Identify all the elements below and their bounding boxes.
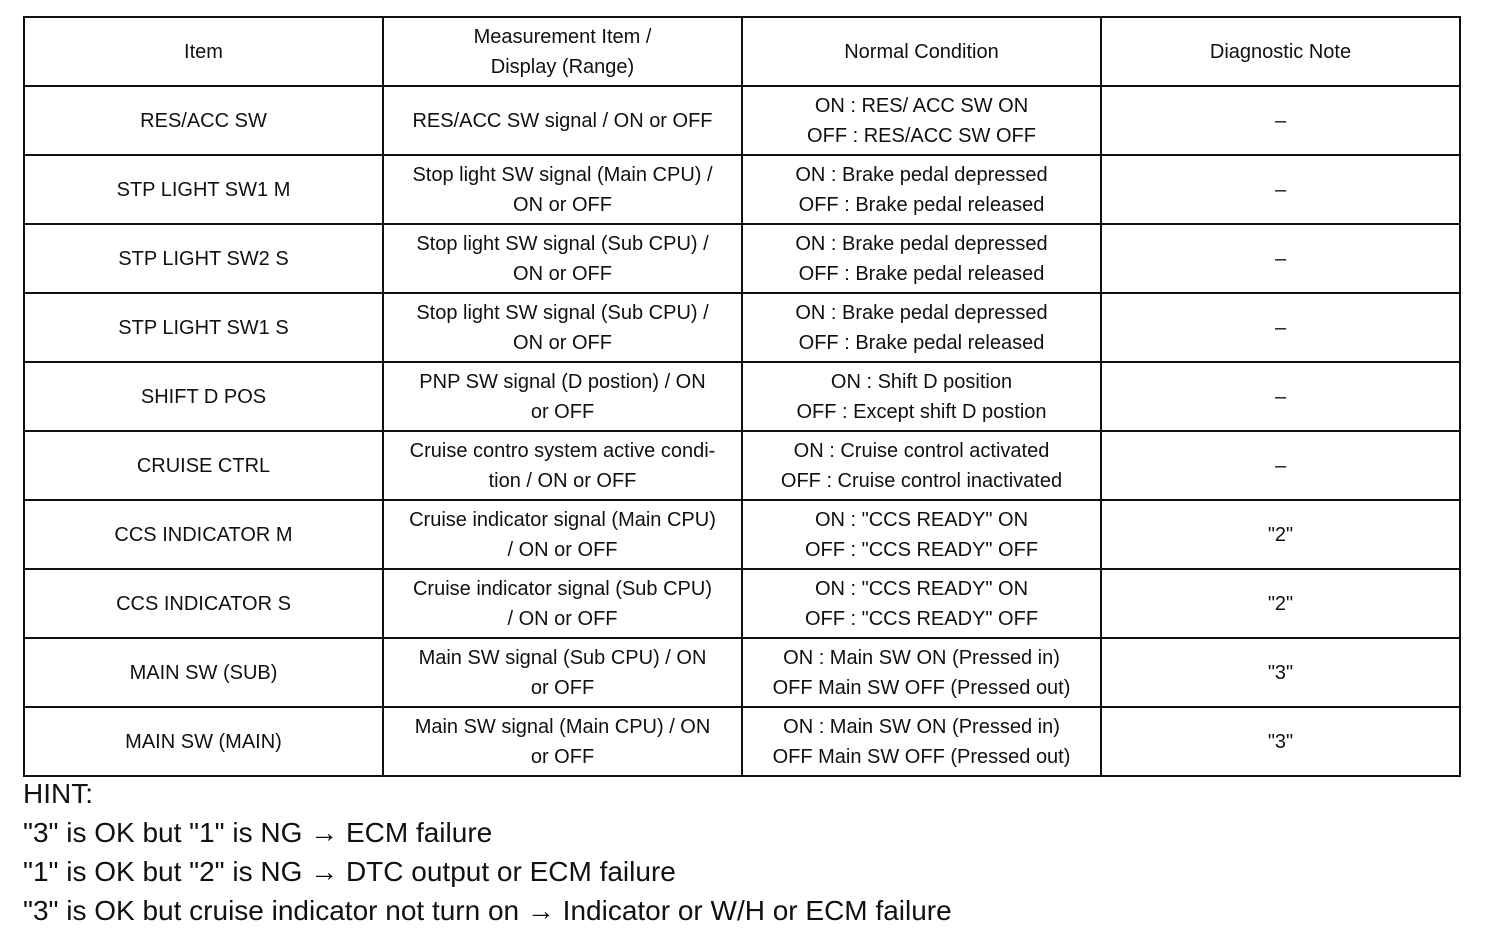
header-measurement <box>383 17 742 86</box>
measurement-cell <box>383 431 742 500</box>
normal-condition-line: OFF : Brake pedal released <box>798 193 1045 216</box>
normal-condition-line: OFF : "CCS READY" OFF <box>804 607 1039 630</box>
measurement-line: Main SW signal (Main CPU) / ON <box>414 715 711 738</box>
measurement-line: ON or OFF <box>513 331 612 354</box>
item-name: SHIFT D POS <box>140 385 267 408</box>
normal-condition-line: ON : Main SW ON (Pressed in) <box>783 646 1060 669</box>
normal-condition-cell <box>742 362 1101 431</box>
item-cell <box>24 638 383 707</box>
measurement-cell <box>383 569 742 638</box>
table-row <box>24 293 1460 362</box>
normal-condition-cell <box>742 431 1101 500</box>
item-name: STP LIGHT SW1 M <box>116 178 291 201</box>
normal-condition-line: OFF : "CCS READY" OFF <box>804 538 1039 561</box>
normal-condition-line: ON : Cruise control activated <box>793 439 1050 462</box>
hint-line-2: "1" is OK but "2" is NG → DTC output or ECM failure <box>23 856 676 887</box>
header-diagnostic-note-label: Diagnostic Note <box>1209 40 1352 63</box>
diagnostic-note-cell <box>1101 569 1460 638</box>
measurement-line: / ON or OFF <box>507 538 618 561</box>
normal-condition-line: ON : "CCS READY" ON <box>814 577 1029 600</box>
diagnostic-note-value: – <box>1274 454 1287 477</box>
normal-condition-line: OFF Main SW OFF (Pressed out) <box>772 676 1071 699</box>
hint-line-3: "3" is OK but cruise indicator not turn on → Indicator or W/H or ECM failure <box>23 895 952 926</box>
measurement-cell <box>383 707 742 776</box>
measurement-cell <box>383 500 742 569</box>
normal-condition-line: ON : Brake pedal depressed <box>795 163 1048 186</box>
item-name: STP LIGHT SW1 S <box>118 316 289 339</box>
measurement-line: Cruise contro system active condi- <box>409 439 716 462</box>
header-item <box>24 17 383 86</box>
normal-condition-line: OFF : Brake pedal released <box>798 262 1045 285</box>
table-row <box>24 431 1460 500</box>
item-cell <box>24 431 383 500</box>
header-normal-condition <box>742 17 1101 86</box>
diagnostic-note-cell <box>1101 155 1460 224</box>
diagnostic-table-container <box>23 16 1459 777</box>
item-cell <box>24 155 383 224</box>
measurement-line: ON or OFF <box>513 262 612 285</box>
hint-section <box>23 774 1483 930</box>
normal-condition-line: ON : Main SW ON (Pressed in) <box>783 715 1060 738</box>
table-row <box>24 155 1460 224</box>
diagnostic-note-cell <box>1101 362 1460 431</box>
normal-condition-line: OFF : RES/ACC SW OFF <box>807 124 1036 147</box>
data-list-table <box>23 16 1461 777</box>
diagnostic-note-cell <box>1101 638 1460 707</box>
normal-condition-line: ON : Brake pedal depressed <box>795 301 1048 324</box>
item-cell <box>24 569 383 638</box>
diagnostic-note-value: "3" <box>1267 730 1294 753</box>
normal-condition-cell <box>742 293 1101 362</box>
measurement-line: Main SW signal (Sub CPU) / ON <box>418 646 707 669</box>
measurement-line: Stop light SW signal (Sub CPU) / <box>416 301 709 324</box>
table-row <box>24 500 1460 569</box>
measurement-line: ON or OFF <box>513 193 612 216</box>
item-name: RES/ACC SW <box>140 109 267 132</box>
table-header-row <box>24 17 1460 86</box>
measurement-line: tion / ON or OFF <box>488 469 637 492</box>
diagnostic-note-cell <box>1101 500 1460 569</box>
normal-condition-line: ON : RES/ ACC SW ON <box>814 94 1029 117</box>
item-name: MAIN SW (MAIN) <box>125 730 282 753</box>
normal-condition-line: ON : Shift D position <box>830 370 1013 393</box>
normal-condition-line: OFF : Except shift D postion <box>796 400 1047 423</box>
header-measurement-line-2: Display (Range) <box>490 55 635 78</box>
hint-line-1: "3" is OK but "1" is NG → ECM failure <box>23 817 493 848</box>
normal-condition-line: OFF : Cruise control inactivated <box>780 469 1063 492</box>
normal-condition-line: ON : "CCS READY" ON <box>814 508 1029 531</box>
measurement-line: or OFF <box>530 400 595 423</box>
diagnostic-note-cell <box>1101 707 1460 776</box>
table-row <box>24 569 1460 638</box>
measurement-cell <box>383 362 742 431</box>
table-body <box>24 86 1460 776</box>
item-name: STP LIGHT SW2 S <box>118 247 289 270</box>
diagnostic-note-cell <box>1101 224 1460 293</box>
diagnostic-note-value: – <box>1274 385 1287 408</box>
hint-title: HINT: <box>23 778 93 809</box>
item-cell <box>24 86 383 155</box>
diagnostic-note-value: – <box>1274 247 1287 270</box>
measurement-line: / ON or OFF <box>507 607 618 630</box>
header-item-label: Item <box>184 40 223 63</box>
item-name: CCS INDICATOR S <box>116 592 291 615</box>
diagnostic-note-cell <box>1101 293 1460 362</box>
normal-condition-cell <box>742 500 1101 569</box>
measurement-line: Stop light SW signal (Sub CPU) / <box>416 232 709 255</box>
measurement-line: PNP SW signal (D postion) / ON <box>419 370 706 393</box>
measurement-cell <box>383 224 742 293</box>
measurement-line: RES/ACC SW signal / ON or OFF <box>412 109 713 132</box>
measurement-line: or OFF <box>530 745 595 768</box>
measurement-line: Cruise indicator signal (Sub CPU) <box>412 577 712 600</box>
diagnostic-note-cell <box>1101 431 1460 500</box>
item-name: CCS INDICATOR M <box>114 523 293 546</box>
table-row <box>24 86 1460 155</box>
item-cell <box>24 707 383 776</box>
table-row <box>24 362 1460 431</box>
measurement-line: Stop light SW signal (Main CPU) / <box>412 163 713 186</box>
table-row <box>24 707 1460 776</box>
diagnostic-note-value: "3" <box>1267 661 1294 684</box>
item-cell <box>24 224 383 293</box>
normal-condition-line: OFF Main SW OFF (Pressed out) <box>772 745 1071 768</box>
header-measurement-line-1: Measurement Item / <box>473 25 652 48</box>
normal-condition-cell <box>742 224 1101 293</box>
diagnostic-note-value: "2" <box>1267 523 1294 546</box>
item-name: MAIN SW (SUB) <box>129 661 278 684</box>
item-cell <box>24 362 383 431</box>
normal-condition-cell <box>742 155 1101 224</box>
measurement-cell <box>383 86 742 155</box>
diagnostic-note-cell <box>1101 86 1460 155</box>
normal-condition-cell <box>742 86 1101 155</box>
normal-condition-line: ON : Brake pedal depressed <box>795 232 1048 255</box>
measurement-line: Cruise indicator signal (Main CPU) <box>409 508 716 531</box>
measurement-cell <box>383 155 742 224</box>
diagnostic-note-value: – <box>1274 109 1287 132</box>
table-row <box>24 224 1460 293</box>
normal-condition-cell <box>742 569 1101 638</box>
measurement-line: or OFF <box>530 676 595 699</box>
normal-condition-cell <box>742 707 1101 776</box>
normal-condition-line: OFF : Brake pedal released <box>798 331 1045 354</box>
table-row <box>24 638 1460 707</box>
measurement-cell <box>383 638 742 707</box>
diagnostic-note-value: – <box>1274 316 1287 339</box>
item-cell <box>24 293 383 362</box>
measurement-cell <box>383 293 742 362</box>
item-cell <box>24 500 383 569</box>
diagnostic-note-value: – <box>1274 178 1287 201</box>
diagnostic-note-value: "2" <box>1267 592 1294 615</box>
item-name: CRUISE CTRL <box>136 454 271 477</box>
normal-condition-cell <box>742 638 1101 707</box>
header-diagnostic-note <box>1101 17 1460 86</box>
header-normal-condition-label: Normal Condition <box>844 40 999 63</box>
